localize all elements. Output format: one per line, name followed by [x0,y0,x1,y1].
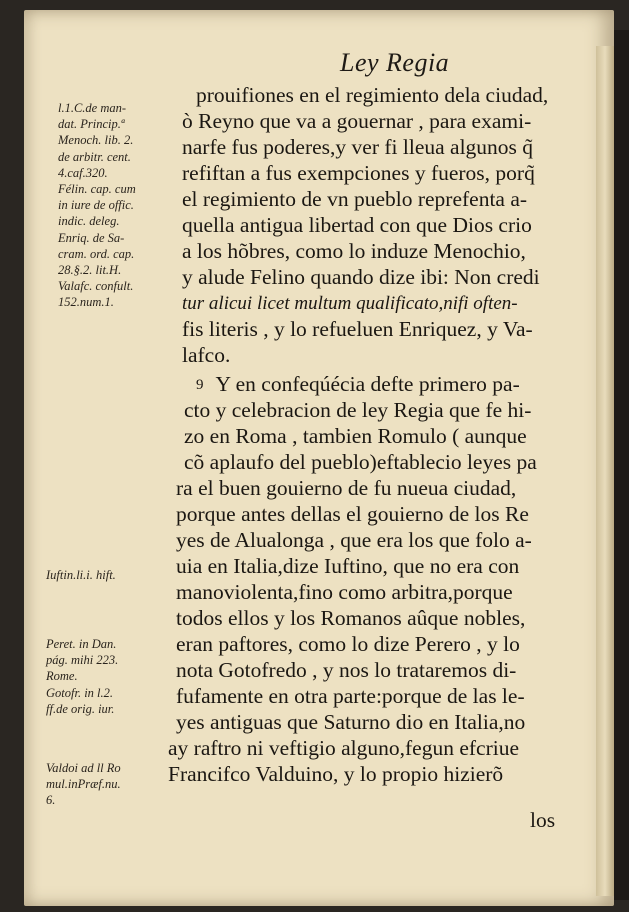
text-line: quella antigua libertad con que Dios crio [182,213,532,237]
margin-note-line: l.1.C.de man- [58,101,127,115]
margin-note-line: Valdoi ad ll Ro [46,761,121,775]
margin-note-line: de arbitr. cent. [58,149,131,164]
text-line: yes de Alualonga , que era los que folo a- [176,528,532,552]
margin-note-line: Iuftin.li.i. hift. [46,568,116,582]
margin-note-line: 6. [46,793,56,808]
text-line: el regimiento de vn pueblo reprefenta a- [182,187,528,211]
text-line: Francifco Valduino, y lo propio hizierõ [168,762,504,786]
margin-note-line: ff.de orig. iur. [46,701,115,716]
text-line: manoviolenta,fino como arbitra,porque [176,580,513,604]
margin-note-line: 4.caf.320. [58,165,108,180]
text-line: fufamente en otra parte:porque de las le- [176,684,525,708]
text-line: eran paftores, como lo dize Perero , y lo [176,632,520,656]
margin-note-line: indic. deleg. [58,214,120,229]
text-line: cto y celebracion de ley Regia que fe hi- [184,398,532,422]
margin-note-line: dat. Princip.ª [58,117,125,132]
margin-note-line: Félin. cap. cum [58,182,136,197]
margin-note-line: Enriq. de Sa- [58,230,125,245]
paragraph-number: 9 [196,377,204,393]
text-line: fis literis , y lo refueluen Enriquez, y Va- [182,317,533,341]
text-line: zo en Roma , tambien Romulo ( aunque [184,424,527,448]
text-line: y alude Felino quando dize ibi: Non credi [182,265,540,289]
margin-note-line: pág. mihi 223. [46,653,119,668]
margin-note-line: 28.§.2. lit.H. [58,263,122,278]
margin-note-line: cram. ord. cap. [58,246,135,261]
margin-note-line: Peret. in Dan. [46,637,117,651]
text-line: yes antiguas que Saturno dio en Italia,no [176,710,526,734]
paragraph-9-first-line [196,372,520,398]
text-line: ra el buen gouierno de fu nueua ciudad, [176,476,517,500]
text-line: todos ellos y los Romanos aûque nobles, [176,606,526,630]
text-line: lafco. [182,343,231,367]
running-title: Ley Regia [340,48,450,77]
text-line: nota Gotofredo , y nos lo trataremos di- [176,658,517,682]
text-line: Y en confeqúécia defte primero pa- [215,372,520,396]
text-line: uia en Italia,dize Iuftino, que no era con [176,554,520,578]
margin-note-line: Rome. [46,669,78,684]
margin-note-line: Valafc. confult. [58,279,134,294]
margin-note-line: Gotofr. in l.2. [46,685,114,700]
text-line: porque antes dellas el gouierno de los Re [176,502,529,526]
margin-note-line: in iure de offic. [58,198,134,213]
text-line: ay raftro ni veftigio alguno,fegun efcriue [168,736,520,760]
text-line: narfe fus poderes,y ver fi lleua algunos q̃ [182,135,534,159]
text-line: refiftan a fus exempciones y fueros, porq̃ [182,161,535,185]
text-line-latin: tur alicui licet multum qualificato,nifi often- [182,293,518,314]
text-line: ò Reyno que va a gouernar , para exami- [182,109,532,133]
text-line: cõ aplaufo del pueblo)eftablecio leyes pa [184,450,537,474]
catchword: los [530,808,556,832]
margin-note-line: Menoch. lib. 2. [58,133,134,148]
text-line: a los hõbres, como lo induze Menochio, [182,239,526,263]
text-line: prouifiones en el regimiento dela ciudad, [196,83,549,107]
margin-note-line: mul.inPræf.nu. [46,777,121,792]
margin-note-line: 152.num.1. [58,295,114,310]
